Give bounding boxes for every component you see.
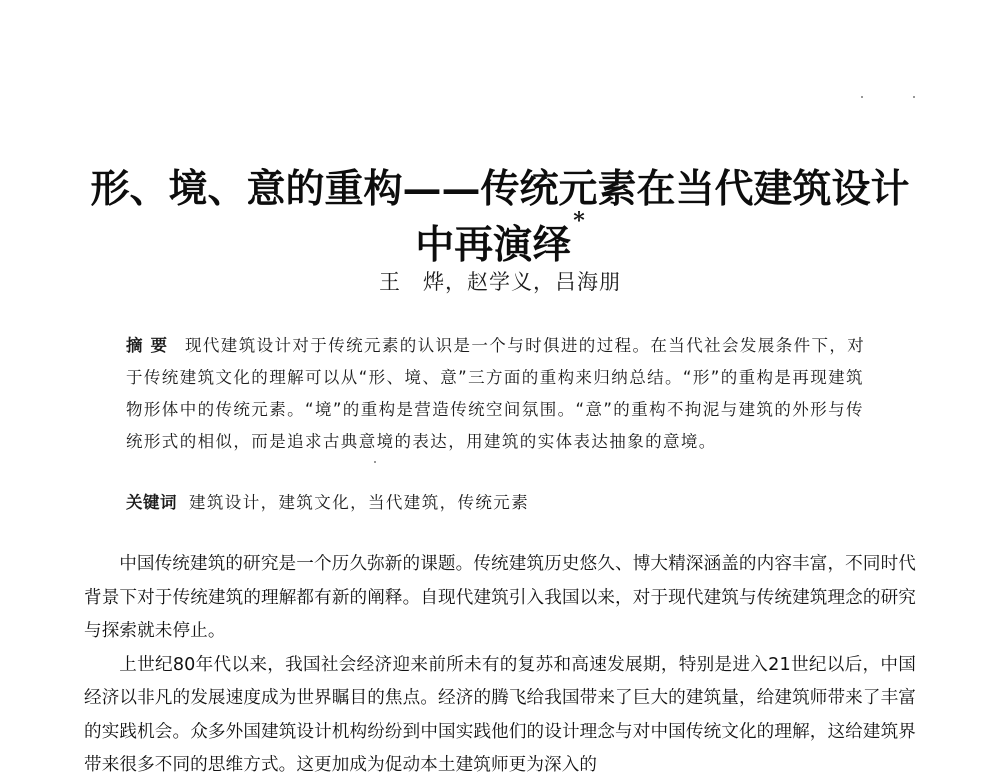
- title-block: [80, 158, 920, 270]
- scan-speck: [913, 96, 915, 98]
- abstract-text: 现代建筑设计对于传统元素的认识是一个与时俱进的过程。在当代社会发展条件下，对于传统建筑文化的理解可以从“形、境、意”三方面的重构来归纳总结。“形”的重构是再现建筑物形体中的传统元素。“境”的重构是营造传统空间氛围。“意”的重构不拘泥与建筑的外形与传统形式的相似，而是追求古典意境的表达，用建筑的实体表达抽象的意境。: [126, 336, 866, 451]
- scan-speck: [374, 461, 376, 463]
- author-list: 王 烨，赵学义，吕海朋: [379, 270, 621, 294]
- body-paragraph: 上世纪80年代以来，我国社会经济迎来前所未有的复苏和高速发展期，特别是进入21世纪以后，中国经济以非凡的发展速度成为世界瞩目的焦点。经济的腾飞给我国带来了巨大的建筑量，给建筑师带来了丰富的实践机会。众多外国建筑设计机构纷纷到中国实践他们的设计理念与对中国传统文化的理解，这给建筑界带来很多不同的思维方式。这更加成为促动本土建筑师更为深入的: [84, 654, 916, 775]
- keywords-text: 建筑设计，建筑文化，当代建筑，传统元素: [189, 493, 530, 512]
- body-text: [84, 548, 916, 783]
- paper-title: 形、境、意的重构——传统元素在当代建筑设计中再演绎: [90, 166, 910, 268]
- keywords-block: [126, 489, 874, 513]
- abstract-label: 摘要: [126, 336, 175, 355]
- title-footnote-mark: *: [573, 208, 585, 234]
- body-paragraph: 中国传统建筑的研究是一个历久弥新的课题。传统建筑历史悠久、博大精深涵盖的内容丰富，不同时代背景下对于传统建筑的理解都有新的阐释。自现代建筑引入我国以来，对于现代建筑与传统建筑理念的研究与探索就未停止。: [84, 554, 916, 641]
- scan-speck: [861, 96, 863, 98]
- keywords-label: 关键词: [126, 493, 177, 512]
- abstract-block: [126, 330, 874, 458]
